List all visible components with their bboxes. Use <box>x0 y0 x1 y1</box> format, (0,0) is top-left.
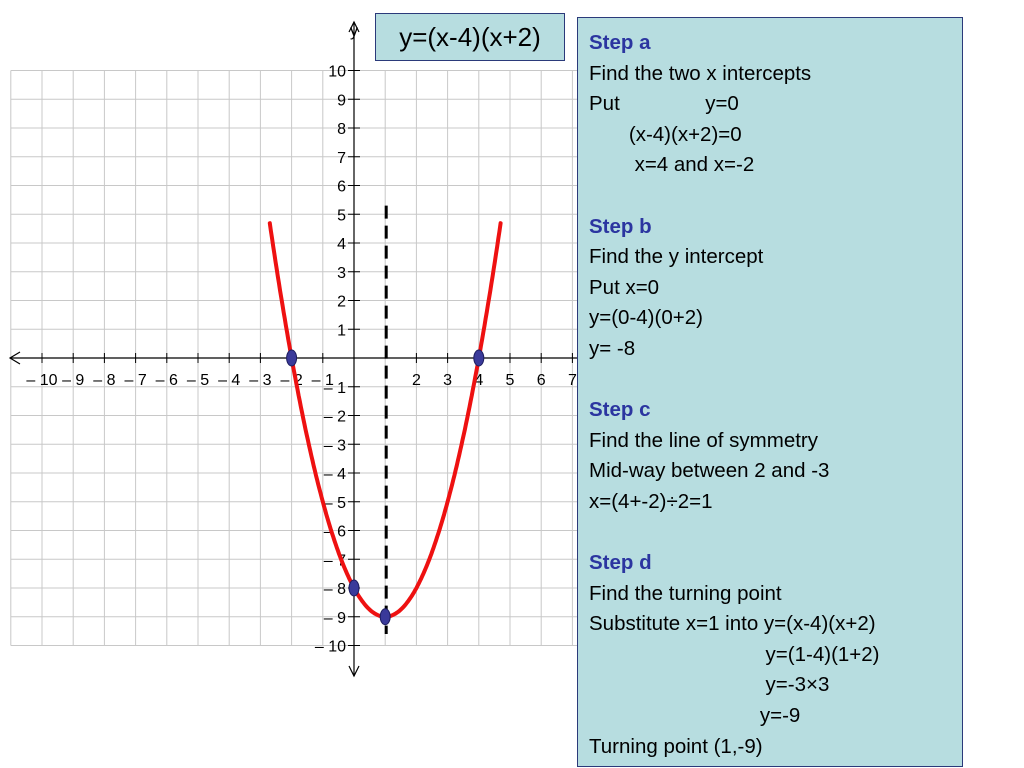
step-line: Mid-way between 2 and -3 <box>589 459 830 483</box>
y-tick-label: 10 <box>328 63 346 81</box>
x-tick-label: 2 <box>411 372 421 389</box>
x-tick-label: – 2 <box>280 372 303 389</box>
y-tick-label: – 4 <box>323 466 346 483</box>
step-line: y=(0-4)(0+2) <box>589 306 703 330</box>
step-line: y=-9 <box>589 704 801 728</box>
y-tick-label: 2 <box>337 293 346 311</box>
y-tick-label: – 8 <box>323 581 346 598</box>
step-line: Put y=0 <box>589 92 739 116</box>
y-tick-label: 5 <box>337 207 346 225</box>
key-point <box>474 350 484 366</box>
step-line: y=-3×3 <box>589 673 830 697</box>
x-tick-label: – 9 <box>62 372 85 389</box>
x-tick-label: – 5 <box>186 372 210 389</box>
x-tick-label: 6 <box>536 372 546 389</box>
x-tick-label: – 6 <box>155 372 178 389</box>
x-tick-label: 5 <box>505 372 515 389</box>
step-line: Put x=0 <box>589 275 660 299</box>
y-tick-label: – 3 <box>323 437 346 455</box>
x-tick-label: – 4 <box>218 372 241 389</box>
y-tick-label: – 9 <box>323 609 346 627</box>
equation-box: y=(x-4)(x+2) <box>375 13 565 61</box>
y-tick-label: – 7 <box>323 552 346 570</box>
step-heading: Step c <box>589 398 651 422</box>
step-line: Find the turning point <box>589 581 782 605</box>
y-tick-label: 8 <box>337 121 346 138</box>
y-tick-label: 6 <box>337 178 346 196</box>
y-tick-label: – 6 <box>323 523 346 541</box>
x-tick-label: – 10 <box>26 372 58 389</box>
step-heading: Step b <box>589 214 652 238</box>
key-point <box>287 350 297 366</box>
step-line: y=(1-4)(1+2) <box>589 642 880 666</box>
step-line: (x-4)(x+2)=0 <box>589 122 742 146</box>
x-tick-label: 3 <box>443 372 453 389</box>
y-tick-label: – 1 <box>323 379 346 397</box>
ticks <box>26 64 577 656</box>
y-tick-label: – 2 <box>323 408 346 426</box>
y-tick-label: – 10 <box>314 638 346 656</box>
x-tick-label: 4 <box>474 372 484 389</box>
step-heading: Step a <box>589 31 651 54</box>
step-heading: Step d <box>589 551 652 575</box>
step-line: y= -8 <box>589 336 636 360</box>
y-tick-label: 3 <box>337 264 346 282</box>
step-section <box>589 548 962 762</box>
x-tick-label: – 7 <box>124 372 147 389</box>
step-line: Find the y intercept <box>589 245 764 269</box>
steps-panel <box>577 17 963 767</box>
y-tick-label: – 5 <box>323 494 346 512</box>
y-tick-label: 1 <box>337 322 346 340</box>
step-section <box>589 28 962 181</box>
key-point <box>349 580 359 596</box>
y-tick-label: 4 <box>337 236 346 253</box>
step-line: x=4 and x=-2 <box>589 153 755 177</box>
y-tick-label: 9 <box>337 92 346 110</box>
step-section <box>589 212 962 365</box>
step-line: Substitute x=1 into y=(x-4)(x+2) <box>589 612 876 636</box>
step-line: Find the two x intercepts <box>589 61 812 85</box>
x-tick-label: – 8 <box>93 372 116 389</box>
y-axis-label: y <box>350 23 358 40</box>
key-point <box>380 609 390 625</box>
x-tick-label: – 3 <box>249 372 272 389</box>
axes <box>10 22 578 676</box>
step-section <box>589 395 962 517</box>
step-line: Find the line of symmetry <box>589 428 818 452</box>
x-tick-label: – 1 <box>311 372 334 389</box>
step-line: x=(4+-2)÷2=1 <box>589 489 713 513</box>
y-tick-label: 7 <box>337 149 346 167</box>
x-tick-label: 7 <box>567 372 577 389</box>
step-line: Turning point (1,-9) <box>589 734 763 758</box>
